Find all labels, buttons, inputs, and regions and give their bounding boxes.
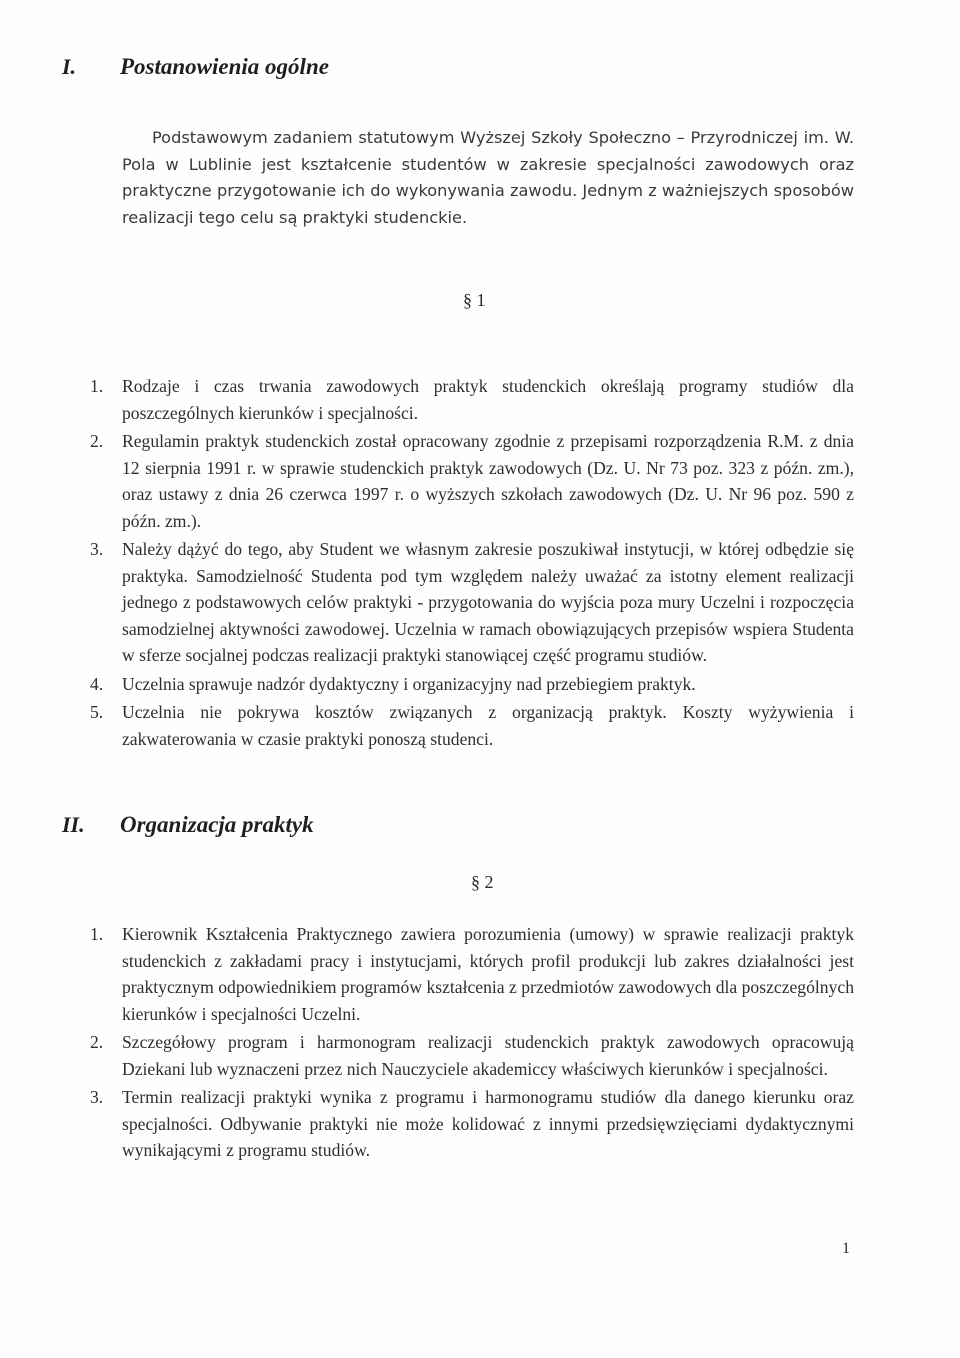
paragraph-sign-2: § 2: [471, 872, 494, 892]
list-item-text: Szczegółowy program i harmonogram realizacji studenckich praktyk zawodowych opracowują Dziekani lub wyznaczeni przez nich Nauczyciele akademiccy właściwych kierunków i specjalności.: [122, 1032, 854, 1079]
list-item: [90, 671, 854, 698]
list-item-number: 3.: [90, 1087, 104, 1107]
section-title: Postanowienia ogólne: [120, 54, 329, 79]
list-item-number: 3.: [90, 539, 104, 559]
numbered-list-section-1: [90, 373, 854, 754]
section-title: Organizacja praktyk: [120, 812, 314, 837]
numbered-list-section-2: [90, 921, 854, 1166]
list-item-text: Uczelnia nie pokrywa kosztów związanych z organizacją praktyk. Koszty wyżywienia i zakwaterowania w czasie praktyki ponoszą studenci.: [122, 702, 854, 749]
section-heading-organization: [62, 812, 314, 838]
list-item: [90, 1084, 854, 1164]
list-item-number: 4.: [90, 673, 104, 694]
section-number: I.: [62, 54, 77, 79]
list-item-number: 1.: [90, 376, 104, 396]
paragraph-sign-1: § 1: [463, 290, 486, 310]
list-item-number: 2.: [90, 1032, 104, 1052]
list-item-number: 2.: [90, 431, 104, 451]
list-item-text: Rodzaje i czas trwania zawodowych praktyk studenckich określają programy studiów dla poszczególnych kierunków i specjalności.: [122, 376, 854, 423]
page-number: 1: [842, 1240, 850, 1257]
section-number: II.: [62, 812, 85, 837]
intro-text: Podstawowym zadaniem statutowym Wyższej Szkoły Społeczno – Przyrodniczej im. W. Pola w Lublinie jest kształcenie studentów w zakresie specjalności zawodowych oraz praktyczne przygotowanie ich do wykonywania zawodu. Jednym z ważniejszych sposobów realizacji tego celu są praktyki studenckie.: [122, 128, 854, 227]
list-item-number: 1.: [90, 924, 104, 944]
list-item: [90, 1029, 854, 1082]
intro-paragraph: [122, 125, 854, 231]
list-item-text: Uczelnia sprawuje nadzór dydaktyczny i organizacyjny nad przebiegiem praktyk.: [122, 673, 696, 694]
list-item: [90, 921, 854, 1027]
list-item-text: Należy dążyć do tego, aby Student we własnym zakresie poszukiwał instytucji, w której odbędzie się praktyka. Samodzielność Studenta pod tym względem należy uważać za istotny element realizacji jednego z podstawowych celów praktyki - przygotowania do wyjścia poza mury Uczelni i rozpoczęcia samodzielnej aktywności zawodowej. Uczelnia w ramach obowiązujących przepisów wspiera Studenta w sferze socjalnej podczas realizacji praktyki stanowiącej część programu studiów.: [122, 539, 854, 665]
list-item: [90, 428, 854, 534]
list-item: [90, 699, 854, 752]
list-item-text: Kierownik Kształcenia Praktycznego zawiera porozumienia (umowy) w sprawie realizacji praktyk studenckich z zakładami pracy i instytucjami, których profil produkcji lub zakres działalności jest praktycznym odpowiednikiem programów kształcenia z przedmiotów zawodowych dla poszczególnych kierunków i specjalności Uczelni.: [122, 924, 854, 1024]
list-item: [90, 536, 854, 669]
list-item-text: Regulamin praktyk studenckich został opracowany zgodnie z przepisami rozporządzenia R.M. z dnia 12 sierpnia 1991 r. w sprawie studenckich praktyk zawodowych (Dz. U. Nr 73 poz. 323 z późn. zm.), oraz ustawy z dnia 26 czerwca 1997 r. o wyższych szkołach zawodowych (Dz. U. Nr 96 poz. 590 z późn. zm.).: [122, 431, 854, 531]
list-item-number: 5.: [90, 702, 104, 722]
list-item-text: Termin realizacji praktyki wynika z programu i harmonogramu studiów dla danego kierunku oraz specjalności. Odbywanie praktyki nie może kolidować z innymi przedsięwzięciami dydaktycznymi wynikającymi z programu studiów.: [122, 1087, 854, 1160]
section-heading-general-provisions: [62, 54, 329, 80]
list-item: [90, 373, 854, 426]
